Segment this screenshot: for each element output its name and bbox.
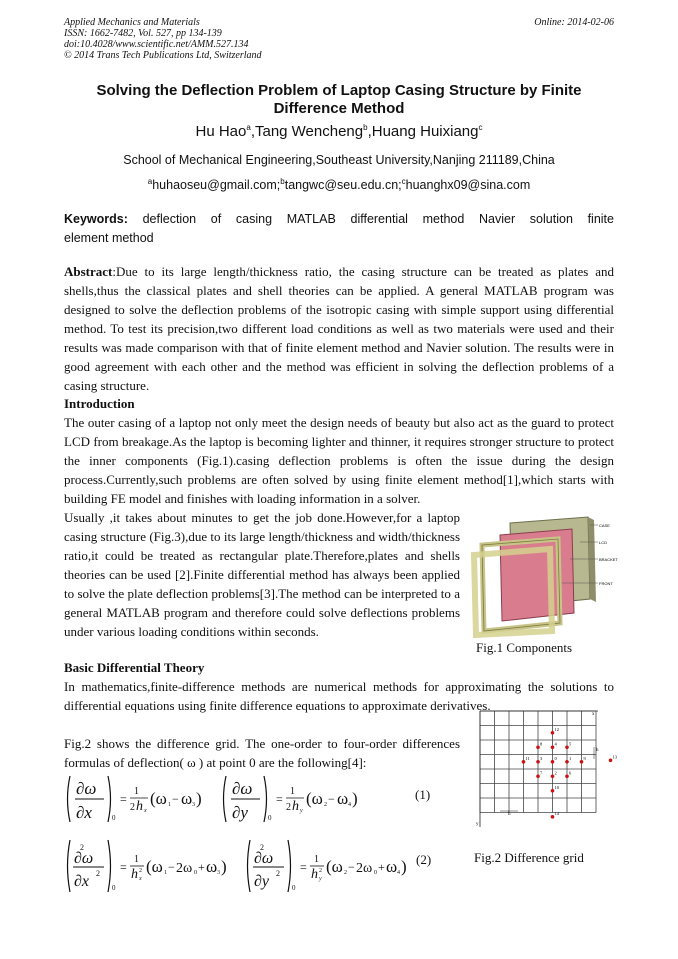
svg-text:): ) <box>221 857 227 876</box>
svg-text:0: 0 <box>268 814 272 822</box>
svg-text:2: 2 <box>286 802 291 813</box>
grid-node-label: 2 <box>554 770 557 776</box>
grid-node-label: 12 <box>554 726 559 732</box>
svg-text:2: 2 <box>80 843 84 852</box>
svg-text:=: = <box>120 860 127 874</box>
fig1-label-case: CASE <box>599 523 610 528</box>
grid-node-label: 13 <box>612 754 617 760</box>
svg-text:ω: ω <box>181 789 193 808</box>
author-1: Hu Hao <box>195 123 247 140</box>
fig2-h-bottom: h <box>508 812 511 817</box>
svg-text:4: 4 <box>348 802 351 808</box>
svg-text:y: y <box>319 876 322 882</box>
svg-text:1: 1 <box>290 786 295 797</box>
svg-text:(ω: (ω <box>150 789 167 808</box>
fig2-axis-y: y <box>476 822 479 827</box>
svg-text:2: 2 <box>324 802 327 808</box>
svg-text:−: − <box>348 860 355 874</box>
doi: doi:10.4028/www.scientific.net/AMM.527.134 <box>64 39 249 50</box>
svg-text:∂x: ∂x <box>76 803 92 822</box>
grid-node-label: 9 <box>583 755 586 761</box>
svg-text:2: 2 <box>344 870 347 876</box>
svg-text:2: 2 <box>139 868 142 874</box>
svg-text:+: + <box>198 860 205 874</box>
svg-text:2: 2 <box>130 802 135 813</box>
svg-text:=: = <box>276 792 283 806</box>
fig2-axis-x: x <box>592 712 595 717</box>
svg-text:(ω: (ω <box>306 789 323 808</box>
journal-name: Applied Mechanics and Materials <box>64 17 200 28</box>
svg-text:): ) <box>352 789 358 808</box>
grid-node-label: 8 <box>540 741 543 747</box>
svg-text:∂ω: ∂ω <box>74 850 94 867</box>
svg-text:ω: ω <box>206 857 218 876</box>
email-2[interactable]: tangwc@seu.edu.cn; <box>284 178 402 192</box>
svg-text:h: h <box>292 799 299 814</box>
affiliation: School of Mechanical Engineering,Southeast University,Nanjing 211189,China <box>123 153 555 167</box>
svg-text:h: h <box>311 867 318 882</box>
grid-node-label: 4 <box>554 741 557 747</box>
svg-text:∂y: ∂y <box>232 803 248 822</box>
svg-text:3: 3 <box>192 802 195 808</box>
email-1-sup: a <box>147 176 153 186</box>
grid-node-label: 11 <box>525 755 530 761</box>
grid-node-label: 0 <box>554 755 557 761</box>
svg-text:2: 2 <box>276 869 280 878</box>
svg-text:2: 2 <box>319 868 322 874</box>
theory-text-1: In mathematics,finite-difference methods are numerical methods for approximating the solutions to differential equations using finite difference equations to approximate derivatives. <box>64 679 614 713</box>
grid-node-label: 14 <box>554 810 559 816</box>
fig2-h-right: h <box>596 748 599 753</box>
issn: ISSN: 1662-7482, Vol. 527, pp 134-139 <box>64 28 222 39</box>
svg-text:∂ω: ∂ω <box>232 779 253 798</box>
svg-text:x: x <box>144 808 147 814</box>
intro-paragraph-2: Usually ,it takes about minutes to get the job done.However,for a laptop casing structure (Fig.3),due to its large length/thickness and width/thickness ratio,it could be treated as rectangular plate.Therefore,plates and shells theories can be used [2].Finite differential method has always been applied to solve the plate deflection problems[3].The method can be interpreted to a general MATLAB program and therefore could solve deflections problems under various loading conditions within seconds. <box>64 510 460 639</box>
abstract <box>64 262 614 395</box>
author-2: ,Tang Wencheng <box>250 123 364 140</box>
svg-text:h: h <box>136 799 143 814</box>
authors <box>64 123 614 140</box>
svg-text:∂ω: ∂ω <box>254 850 274 867</box>
grid-node-label: 10 <box>554 784 559 790</box>
svg-text:0: 0 <box>292 884 296 892</box>
svg-text:0: 0 <box>194 870 197 876</box>
abstract-text: :Due to its large length/thickness ratio, the casing structure can be treated as plates and shells,thus the classical plates and shell theories can be applied. A general MATLAB program was designed to solve the deflection problems of the isotropic casing with simple support using differential method. To test its precision,two different load conditions as well as two materials were used and their results was made comparison with that of finite element method and Navier solution. The results were in good agreement with each other and the method was efficient in solving the deflection problems of a casing structure. <box>64 264 614 393</box>
svg-text:1: 1 <box>134 786 139 797</box>
svg-text:∂y: ∂y <box>254 873 270 890</box>
email-1[interactable]: huhaoseu@gmail.com; <box>152 178 281 192</box>
svg-text:3: 3 <box>217 870 220 876</box>
intro-heading: Introduction <box>64 396 135 411</box>
svg-text:0: 0 <box>374 870 377 876</box>
fig1-label-bracket: BRACKET <box>599 557 618 562</box>
author-3: ,Huang Huixiang <box>367 123 479 140</box>
svg-text:∂x: ∂x <box>74 873 90 890</box>
fig1-components-image <box>470 515 620 635</box>
online-date: Online: 2014-02-06 <box>534 17 614 28</box>
fig1-caption: Fig.1 Components <box>476 640 573 655</box>
svg-text:1: 1 <box>314 854 319 865</box>
email-3-sup: c <box>401 176 406 186</box>
svg-text:1: 1 <box>168 802 171 808</box>
svg-text:0: 0 <box>112 814 116 822</box>
svg-text:∂ω: ∂ω <box>76 779 97 798</box>
theory-heading: Basic Differential Theory <box>64 660 205 675</box>
fig1-label-lcd: LCD <box>599 540 608 545</box>
equation-1-number: (1) <box>415 787 431 802</box>
grid-node-label: 6 <box>569 770 572 776</box>
author-2-sup: b <box>363 123 368 132</box>
svg-text:2ω: 2ω <box>176 861 193 876</box>
grid-node-label: 3 <box>540 755 543 761</box>
svg-text:=: = <box>300 860 307 874</box>
svg-text:(ω: (ω <box>326 857 343 876</box>
abstract-label: Abstract <box>64 264 113 279</box>
journal-header <box>64 17 262 61</box>
svg-text:0: 0 <box>112 884 116 892</box>
svg-text:h: h <box>131 867 138 882</box>
email-3[interactable]: huanghx09@sina.com <box>405 178 531 192</box>
copyright: © 2014 Trans Tech Publications Ltd, Switzerland <box>64 50 262 61</box>
svg-text:+: + <box>378 860 385 874</box>
keywords-label: Keywords: <box>64 212 128 226</box>
keywords-text-1: deflection of casing MATLAB differential method Navier solution finite <box>142 212 614 226</box>
grid-node-label: 7 <box>540 770 543 776</box>
svg-text:2: 2 <box>260 843 264 852</box>
keywords-line-1 <box>64 210 614 229</box>
svg-text:1: 1 <box>134 854 139 865</box>
email-2-sup: b <box>280 176 285 186</box>
fig1-label-front: FRONT <box>599 581 613 586</box>
svg-text:=: = <box>120 792 127 806</box>
svg-text:ω: ω <box>337 789 349 808</box>
keywords-text-2: element method <box>64 231 154 245</box>
svg-text:2: 2 <box>96 869 100 878</box>
equation-1 <box>64 772 364 826</box>
intro-paragraph-1: The outer casing of a laptop not only meet the design needs of beauty but also act as the guard to protect LCD from breakage.As the laptop is becoming lighter and thinner, it requires stronger structure to protect the inner components (Fig.1).casing deflection problems is often the issue during the design process.Currently,such problems are often solved by using finite element method[1],which starts with building FE model and finishes with loading information in a solver. <box>64 415 614 506</box>
equation-2 <box>64 836 420 896</box>
svg-text:): ) <box>196 789 202 808</box>
fig2-difference-grid <box>470 703 615 833</box>
grid-node-label: 5 <box>569 741 572 747</box>
svg-text:ω: ω <box>386 857 398 876</box>
fig2-caption: Fig.2 Difference grid <box>474 850 584 865</box>
svg-text:−: − <box>172 792 179 806</box>
svg-text:−: − <box>168 860 175 874</box>
paper-title: Solving the Deflection Problem of Laptop Casing Structure by Finite Difference Method <box>96 82 582 117</box>
svg-text:4: 4 <box>397 870 400 876</box>
equation-2-number: (2) <box>416 852 432 867</box>
svg-text:y: y <box>300 808 303 814</box>
svg-text:2ω: 2ω <box>356 861 373 876</box>
svg-text:−: − <box>328 792 335 806</box>
author-1-sup: a <box>246 123 251 132</box>
svg-text:x: x <box>139 876 142 882</box>
svg-text:): ) <box>401 857 407 876</box>
grid-node-label: 1 <box>569 755 572 761</box>
svg-text:(ω: (ω <box>146 857 163 876</box>
theory-paragraph-2: Fig.2 shows the difference grid. The one-order to four-order differences formulas of deflection( ω ) at point 0 are the following[4]: <box>64 736 460 770</box>
svg-text:1: 1 <box>164 870 167 876</box>
emails <box>64 178 614 192</box>
author-3-sup: c <box>478 123 483 132</box>
